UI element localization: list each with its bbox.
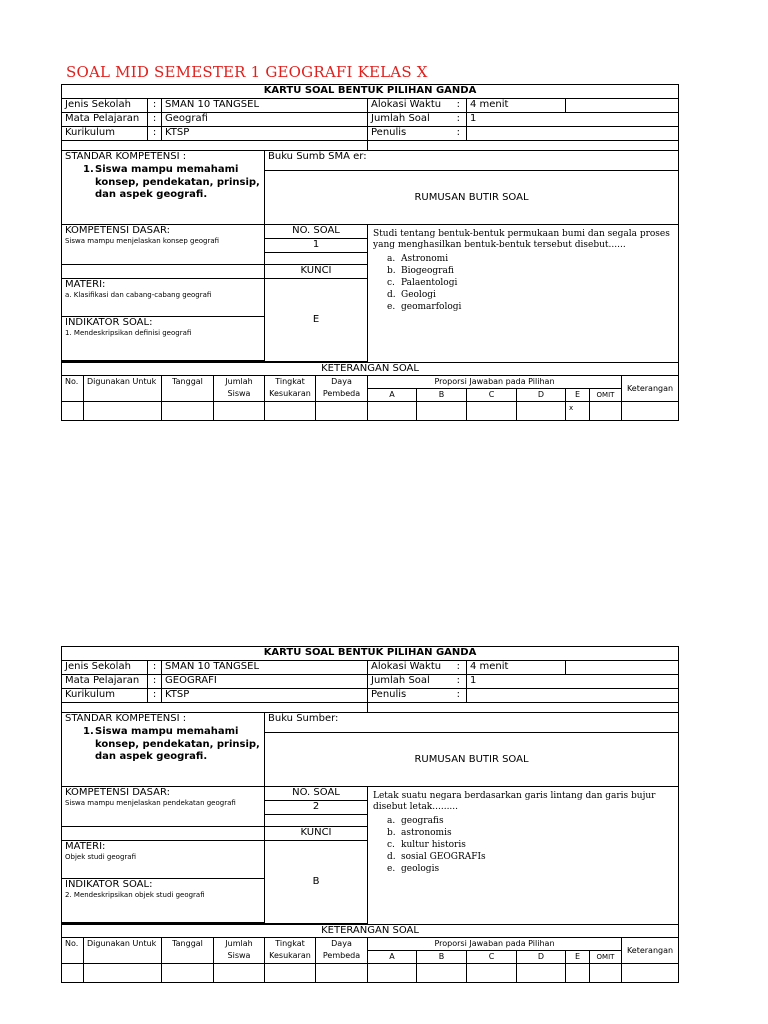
data-cell — [214, 964, 265, 983]
rumusan-butir-soal: RUMUSAN BUTIR SOAL — [265, 171, 679, 225]
jumlah-soal-label-text: Jumlah Soal — [371, 113, 430, 124]
alokasi-waktu-value: 4 menit — [467, 661, 566, 675]
data-cell — [214, 402, 265, 421]
card-title: KARTU SOAL BENTUK PILIHAN GANDA — [62, 85, 679, 99]
jumlah-soal-label — [368, 675, 467, 689]
option-text: geologis — [401, 864, 440, 874]
kurikulum-label: Kurikulum — [62, 127, 148, 141]
option-text: Astronomi — [401, 254, 449, 264]
data-cell — [590, 964, 622, 983]
colon: : — [456, 99, 460, 110]
question-card — [61, 646, 678, 983]
question-text: Studi tentang bentuk-bentuk permukaan bumi dan segala proses yang menghasilkan bentuk-bentuk tersebut disebut...... — [373, 229, 670, 250]
header-tingkat-kesukaran: Tingkat Kesukaran — [265, 938, 316, 964]
data-cell — [417, 964, 467, 983]
option-letter: c. — [387, 840, 395, 850]
materi-cell — [62, 841, 265, 879]
data-cell — [316, 964, 368, 983]
mata-pelajaran-value: Geografi — [162, 113, 368, 127]
header-option-d: D — [517, 951, 566, 964]
colon: : — [148, 675, 162, 689]
data-cell — [265, 964, 316, 983]
data-cell — [162, 402, 214, 421]
sk-body: Siswa mampu memahami konsep, pendekatan, prinsip, dan aspek geografi. — [95, 726, 260, 762]
kurikulum-label: Kurikulum — [62, 689, 148, 703]
question-cell — [368, 225, 679, 363]
option-text: geomarfologi — [401, 302, 462, 312]
question-cell — [368, 787, 679, 925]
header-option-c: C — [467, 389, 517, 402]
data-cell — [622, 402, 679, 421]
document-title: SOAL MID SEMESTER 1 GEOGRAFI KELAS X — [66, 63, 428, 81]
option-letter: b. — [387, 266, 396, 276]
option-letter: a. — [387, 254, 396, 264]
data-cell — [265, 402, 316, 421]
question-card — [61, 84, 678, 421]
standar-kompetensi-cell — [62, 713, 265, 787]
standar-kompetensi-text: 1.Siswa mampu memahami konsep, pendekatan, prinsip, dan aspek geografi. — [83, 726, 260, 762]
header-no: No. — [62, 938, 84, 964]
penulis-value — [467, 127, 679, 141]
alokasi-waktu-label-text: Alokasi Waktu — [371, 99, 442, 110]
option-text: Geologi — [401, 290, 436, 300]
header-jumlah-siswa: Jumlah Siswa — [214, 938, 265, 964]
option-letter: e. — [387, 302, 396, 312]
no-soal-label: NO. SOAL — [265, 225, 368, 239]
header-option-e: E — [566, 951, 590, 964]
jumlah-soal-value: 1 — [467, 675, 679, 689]
option-letter: d. — [387, 852, 396, 862]
header-keterangan: Keterangan — [622, 938, 679, 964]
standar-kompetensi-label: STANDAR KOMPETENSI : — [65, 151, 187, 162]
indikator-text: 1. Mendeskripsikan definisi geografi — [65, 329, 192, 337]
option-letter: d. — [387, 290, 396, 300]
option-item — [387, 839, 675, 851]
data-cell — [162, 964, 214, 983]
empty-cell — [265, 253, 368, 265]
spacer-row — [62, 141, 368, 151]
option-item — [387, 253, 675, 265]
header-proporsi: Proporsi Jawaban pada Pilihan — [368, 938, 622, 951]
header-option-b: B — [417, 389, 467, 402]
option-e-mark: x — [566, 402, 590, 421]
data-cell — [62, 964, 84, 983]
indikator-cell — [62, 317, 265, 361]
colon: : — [148, 661, 162, 675]
question-card-table — [61, 84, 679, 421]
jumlah-soal-label — [368, 113, 467, 127]
rumusan-butir-soal: RUMUSAN BUTIR SOAL — [265, 733, 679, 787]
no-soal-value: 2 — [265, 801, 368, 815]
indikator-cell — [62, 879, 265, 923]
penulis-label — [368, 127, 467, 141]
colon: : — [148, 99, 162, 113]
mata-pelajaran-label: Mata Pelajaran — [62, 675, 148, 689]
kurikulum-value: KTSP — [162, 127, 368, 141]
question-text: Letak suatu negara berdasarkan garis lintang dan garis bujur disebut letak......... — [373, 791, 656, 812]
kompetensi-dasar-label: KOMPETENSI DASAR: — [65, 225, 170, 236]
standar-kompetensi-cell — [62, 151, 265, 225]
option-letter: c. — [387, 278, 395, 288]
header-jumlah-siswa: Jumlah Siswa — [214, 376, 265, 402]
header-option-a: A — [368, 389, 417, 402]
kurikulum-value: KTSP — [162, 689, 368, 703]
jenis-sekolah-value: SMAN 10 TANGSEL — [162, 99, 368, 113]
header-tingkat-kesukaran: Tingkat Kesukaran — [265, 376, 316, 402]
penulis-label-text: Penulis — [371, 127, 407, 138]
header-option-d: D — [517, 389, 566, 402]
kunci-label: KUNCI — [265, 827, 368, 841]
colon: : — [148, 113, 162, 127]
materi-cell — [62, 279, 265, 317]
buku-sumber-cell: Buku Sumber: — [265, 713, 679, 733]
spacer-cell — [62, 265, 265, 279]
jumlah-soal-value: 1 — [467, 113, 679, 127]
option-item — [387, 827, 675, 839]
indikator-label: INDIKATOR SOAL: — [65, 879, 153, 890]
standar-kompetensi-label: STANDAR KOMPETENSI : — [65, 713, 187, 724]
materi-text: a. Klasifikasi dan cabang-cabang geografi — [65, 291, 212, 299]
colon: : — [456, 689, 460, 700]
options-list — [371, 253, 675, 313]
kunci-value: E — [265, 279, 368, 362]
header-option-e: E — [566, 389, 590, 402]
jenis-sekolah-value: SMAN 10 TANGSEL — [162, 661, 368, 675]
header-option-c: C — [467, 951, 517, 964]
spacer-row — [368, 703, 679, 713]
indikator-text: 2. Mendeskripsikan objek studi geografi — [65, 891, 205, 899]
jenis-sekolah-label: Jenis Sekolah — [62, 661, 148, 675]
kunci-value: B — [265, 841, 368, 924]
header-no: No. — [62, 376, 84, 402]
options-list — [371, 815, 675, 875]
spacer-row — [62, 703, 368, 713]
header-digunakan: Digunakan Untuk — [84, 938, 162, 964]
empty-cell — [265, 815, 368, 827]
empty-cell — [566, 661, 679, 675]
colon: : — [148, 127, 162, 141]
header-digunakan: Digunakan Untuk — [84, 376, 162, 402]
option-item — [387, 863, 675, 875]
keterangan-soal-header: KETERANGAN SOAL — [62, 363, 679, 376]
option-text: astronomis — [401, 828, 452, 838]
sk-body: Siswa mampu memahami konsep, pendekatan, prinsip, dan aspek geografi. — [95, 164, 260, 200]
no-soal-value: 1 — [265, 239, 368, 253]
kunci-label: KUNCI — [265, 265, 368, 279]
jenis-sekolah-label: Jenis Sekolah — [62, 99, 148, 113]
option-text: kultur historis — [401, 840, 466, 850]
colon: : — [456, 127, 460, 138]
option-text: Biogeografi — [401, 266, 454, 276]
colon: : — [456, 661, 460, 672]
data-cell — [84, 402, 162, 421]
data-cell — [417, 402, 467, 421]
mata-pelajaran-value: GEOGRAFI — [162, 675, 368, 689]
option-item — [387, 265, 675, 277]
data-cell — [517, 402, 566, 421]
header-proporsi: Proporsi Jawaban pada Pilihan — [368, 376, 622, 389]
standar-kompetensi-text: 1.Siswa mampu memahami konsep, pendekatan, prinsip, dan aspek geografi. — [83, 164, 260, 200]
materi-label: MATERI: — [65, 841, 106, 852]
colon: : — [148, 689, 162, 703]
option-letter: e. — [387, 864, 396, 874]
data-cell — [316, 402, 368, 421]
data-cell — [517, 964, 566, 983]
spacer-row — [368, 141, 679, 151]
no-soal-label: NO. SOAL — [265, 787, 368, 801]
alokasi-waktu-label-text: Alokasi Waktu — [371, 661, 442, 672]
header-keterangan: Keterangan — [622, 376, 679, 402]
header-tanggal: Tanggal — [162, 376, 214, 402]
mata-pelajaran-label: Mata Pelajaran — [62, 113, 148, 127]
option-letter: b. — [387, 828, 396, 838]
option-item — [387, 301, 675, 313]
data-cell — [467, 402, 517, 421]
kompetensi-dasar-label: KOMPETENSI DASAR: — [65, 787, 170, 798]
header-omit: OMIT — [590, 951, 622, 964]
data-cell — [62, 402, 84, 421]
spacer-cell — [62, 827, 265, 841]
option-e-mark — [566, 964, 590, 983]
jumlah-soal-label-text: Jumlah Soal — [371, 675, 430, 686]
alokasi-waktu-label — [368, 661, 467, 675]
materi-label: MATERI: — [65, 279, 106, 290]
alokasi-waktu-label — [368, 99, 467, 113]
card-title: KARTU SOAL BENTUK PILIHAN GANDA — [62, 647, 679, 661]
penulis-value — [467, 689, 679, 703]
data-cell — [368, 402, 417, 421]
alokasi-waktu-value: 4 menit — [467, 99, 566, 113]
data-cell — [590, 402, 622, 421]
header-option-a: A — [368, 951, 417, 964]
option-letter: a. — [387, 816, 396, 826]
kompetensi-dasar-cell — [62, 225, 265, 265]
data-cell — [622, 964, 679, 983]
kompetensi-dasar-text: Siswa mampu menjelaskan konsep geografi — [65, 237, 220, 245]
header-tanggal: Tanggal — [162, 938, 214, 964]
colon: : — [456, 675, 460, 686]
data-cell — [467, 964, 517, 983]
header-option-b: B — [417, 951, 467, 964]
data-cell — [368, 964, 417, 983]
kompetensi-dasar-text: Siswa mampu menjelaskan pendekatan geografi — [65, 799, 236, 807]
header-omit: OMIT — [590, 389, 622, 402]
buku-sumber-cell: Buku Sumb SMA er: — [265, 151, 679, 171]
penulis-label-text: Penulis — [371, 689, 407, 700]
indikator-label: INDIKATOR SOAL: — [65, 317, 153, 328]
option-item — [387, 277, 675, 289]
keterangan-soal-header: KETERANGAN SOAL — [62, 925, 679, 938]
option-item — [387, 815, 675, 827]
question-card-table — [61, 646, 679, 983]
materi-text: Objek studi geografi — [65, 853, 136, 861]
penulis-label — [368, 689, 467, 703]
option-item — [387, 289, 675, 301]
option-text: Palaentologi — [401, 278, 458, 288]
option-text: geografis — [401, 816, 444, 826]
colon: : — [456, 113, 460, 124]
kompetensi-dasar-cell — [62, 787, 265, 827]
data-cell — [84, 964, 162, 983]
header-daya-pembeda: Daya Pembeda — [316, 938, 368, 964]
option-text: sosial GEOGRAFIs — [401, 852, 486, 862]
empty-cell — [566, 99, 679, 113]
option-item — [387, 851, 675, 863]
header-daya-pembeda: Daya Pembeda — [316, 376, 368, 402]
